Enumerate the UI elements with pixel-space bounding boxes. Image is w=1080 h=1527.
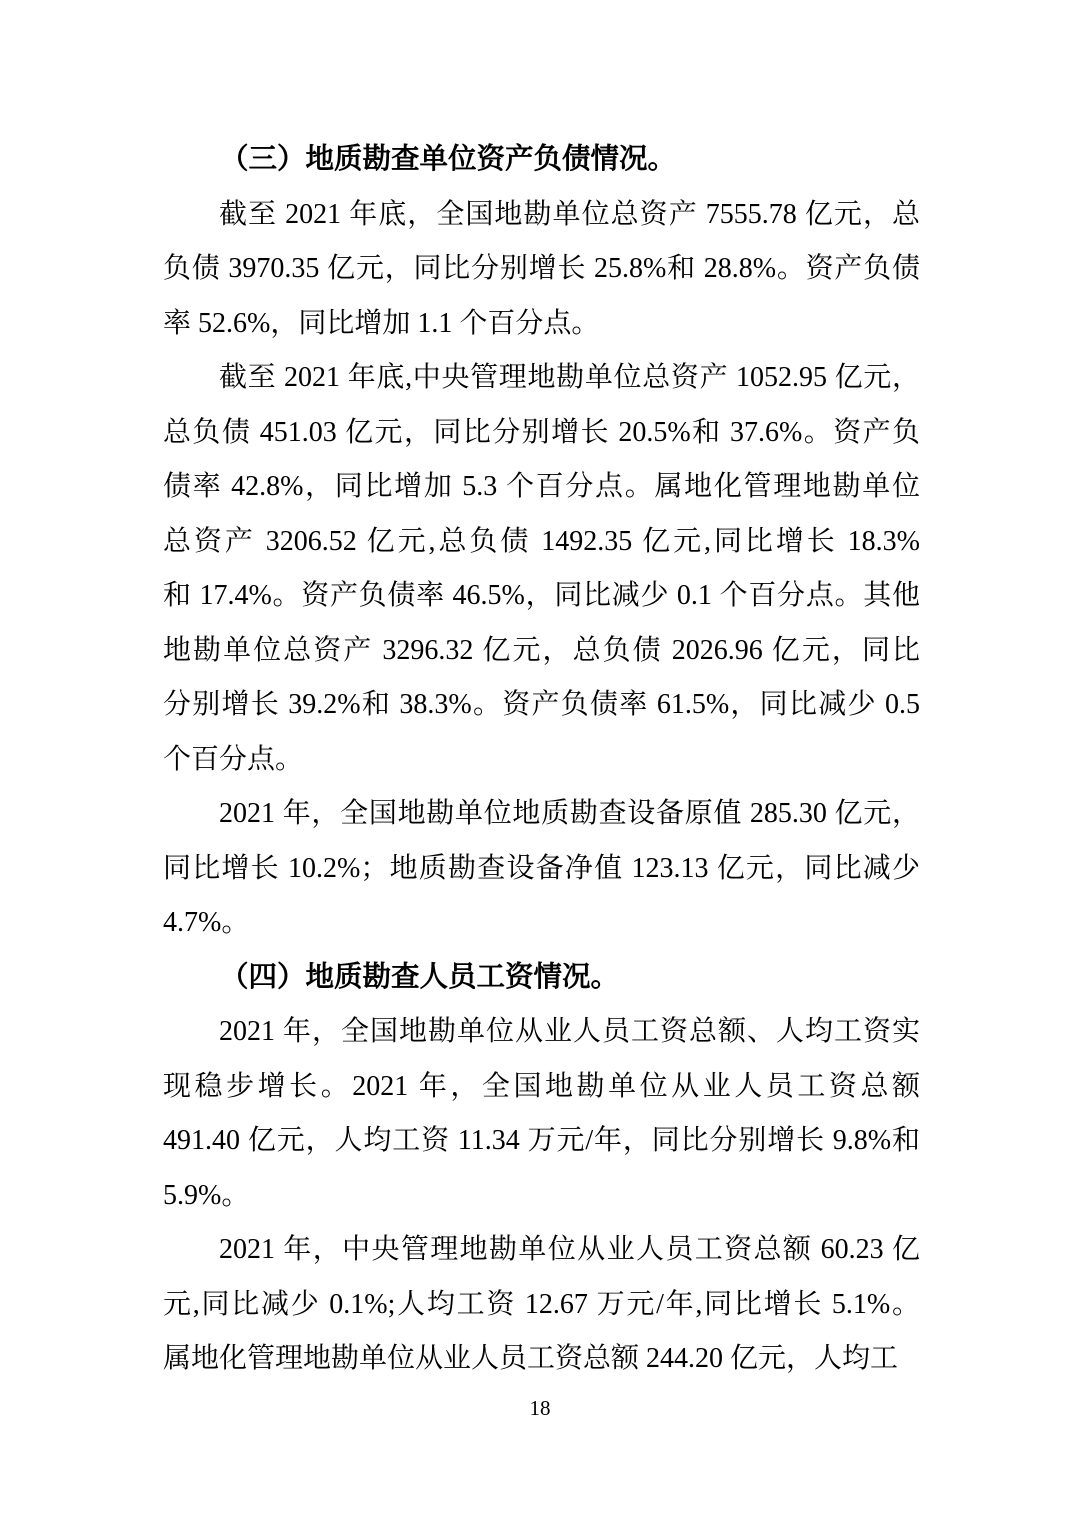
paragraph-line: 4.7%。 — [163, 907, 250, 938]
paragraph-line: 2021 年，全国地勘单位地质勘查设备原值 285.30 亿元， — [219, 798, 920, 829]
section-heading — [163, 133, 920, 188]
paragraph-line: 截至 2021 年底,中央管理地勘单位总资产 1052.95 亿元， — [219, 362, 920, 393]
paragraph-line: 分别增长 39.2%和 38.3%。资产负债率 61.5%，同比减少 0.5 — [163, 689, 920, 720]
page-number: 18 — [529, 1396, 551, 1420]
paragraph-line: 2021 年，中央管理地勘单位从业人员工资总额 60.23 亿 — [219, 1234, 920, 1265]
paragraph-line: 债率 42.8%，同比增加 5.3 个百分点。属地化管理地勘单位 — [163, 471, 920, 502]
paragraph-line: 5.9%。 — [163, 1179, 250, 1211]
paragraph-line: 截至 2021 年底，全国地勘单位总资产 7555.78 亿元，总 — [219, 198, 920, 230]
paragraph-line: 491.40 亿元，人均工资 11.34 万元/年，同比分别增长 9.8%和 — [163, 1125, 920, 1156]
heading-text: （四）地质勘查人员工资情况。 — [220, 961, 620, 993]
body-paragraph — [163, 1223, 920, 1387]
section-heading — [163, 951, 920, 1006]
paragraph-line: 2021 年，全国地勘单位从业人员工资总额、人均工资实 — [219, 1016, 920, 1047]
paragraph-line: 现稳步增长。2021 年，全国地勘单位从业人员工资总额 — [163, 1070, 920, 1102]
paragraph-line: 元,同比减少 0.1%;人均工资 12.67 万元/年,同比增长 5.1%。 — [163, 1288, 920, 1320]
paragraph-line: 负债 3970.35 亿元，同比分别增长 25.8%和 28.8%。资产负债 — [163, 253, 920, 284]
paragraph-line: 属地化管理地勘单位从业人员工资总额 244.20 亿元，人均工 — [163, 1343, 899, 1374]
body-paragraph — [163, 787, 920, 951]
paragraph-line: 总资产 3206.52 亿元,总负债 1492.35 亿元,同比增长 18.3% — [163, 525, 920, 557]
paragraph-line: 同比增长 10.2%；地质勘查设备净值 123.13 亿元，同比减少 — [163, 852, 920, 884]
body-paragraph — [163, 1005, 920, 1223]
paragraph-line: 地勘单位总资产 3296.32 亿元，总负债 2026.96 亿元，同比 — [163, 634, 920, 666]
paragraph-line: 和 17.4%。资产负债率 46.5%，同比减少 0.1 个百分点。其他 — [163, 580, 920, 611]
paragraph-line: 总负债 451.03 亿元，同比分别增长 20.5%和 37.6%。资产负 — [163, 416, 920, 448]
paragraph-line: 率 52.6%，同比增加 1.1 个百分点。 — [163, 307, 600, 339]
heading-text: （三）地质勘查单位资产负债情况。 — [220, 144, 677, 175]
body-paragraph — [163, 188, 920, 352]
body-paragraph — [163, 351, 920, 787]
document-body — [163, 133, 920, 1387]
paragraph-line: 个百分点。 — [163, 743, 304, 775]
